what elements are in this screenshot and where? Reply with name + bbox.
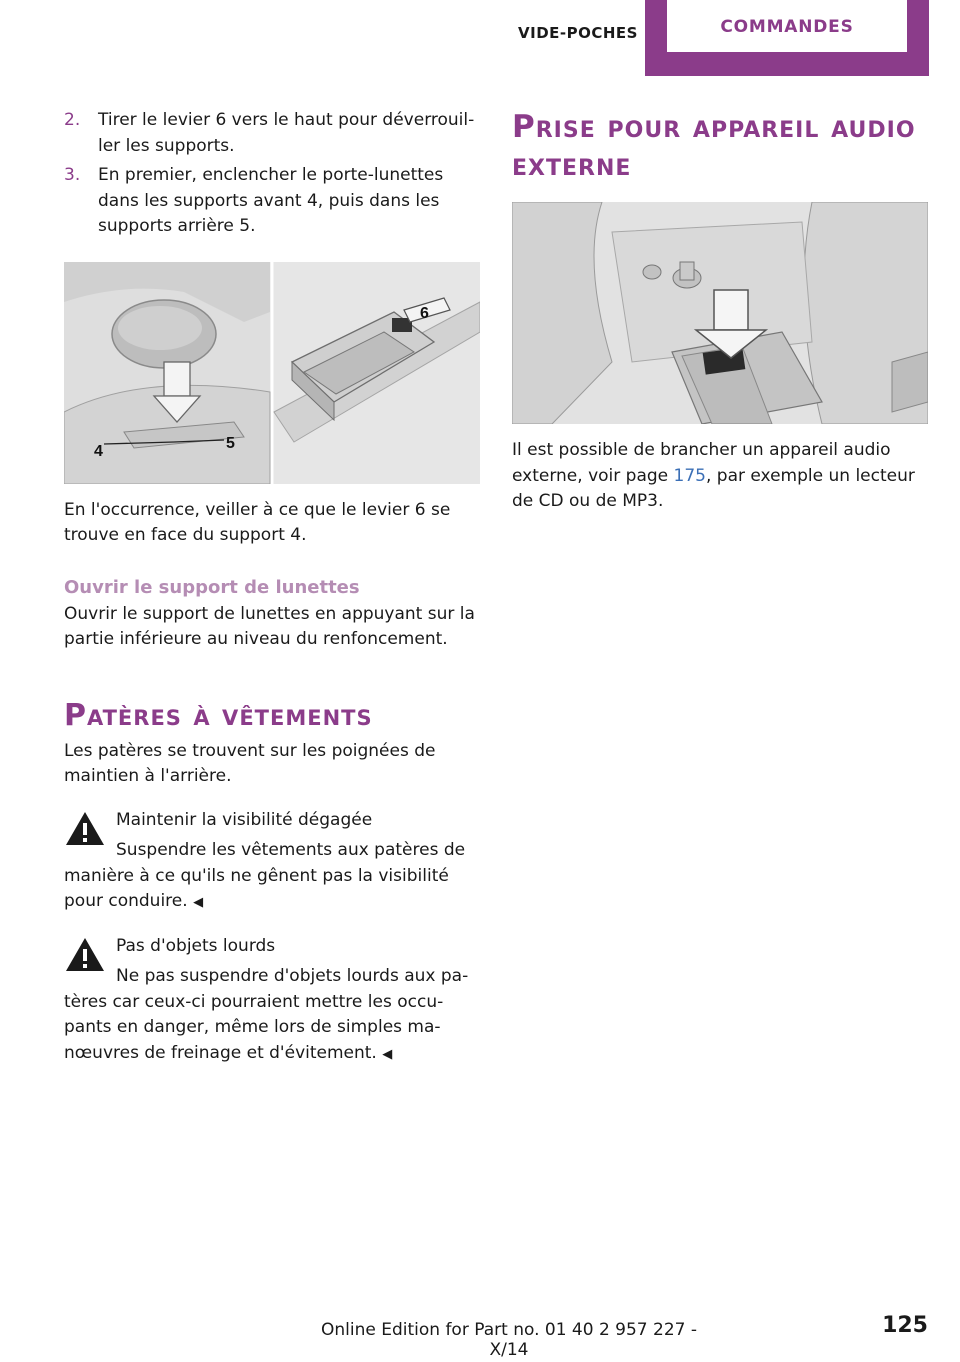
figure-caption-text: En l'occurrence, veiller à ce que le levier 6 se trouve en face du support 4. [64, 499, 451, 545]
warning-title: Maintenir la visibilité dégagée [116, 809, 373, 830]
audio-text-before: Il est possible de brancher un appareil audio externe, voir page [512, 440, 891, 486]
header-section-title: VIDE-POCHES [518, 24, 638, 42]
chapter-tab-label: COMMANDES [667, 0, 907, 52]
warning-block [64, 808, 480, 916]
warning-body-text: Ne pas suspendre d'objets lourds aux patères car ceux-ci pourraient mettre les occupants en danger, même lors de simples manœuvres de freinage et d'évitement. [64, 966, 469, 1063]
figure-label-5: 5 [226, 434, 235, 452]
footer-edition: Online Edition for Part no. 01 40 2 957 227 - X/14 [320, 1320, 698, 1360]
section-heading-coat-hooks: Patères à vêtements [64, 697, 373, 733]
page-reference-link[interactable]: 175 [673, 465, 706, 486]
chapter-tab [645, 0, 929, 76]
warning-triangle-icon [64, 810, 106, 848]
step-number: 2. [64, 110, 81, 130]
coat-hooks-text: Les patères se trouvent sur les poignées de maintien à l'arrière. [64, 740, 436, 786]
glasses-holder-figure [64, 262, 480, 484]
warning-triangle-icon [64, 936, 106, 974]
open-glasses-holder-text: Ouvrir le support de lunettes en appuyant sur la partie inférieure au niveau du renfoncement. [64, 603, 475, 649]
figure-label-6: 6 [420, 304, 429, 322]
warning-block [64, 934, 480, 1068]
subheading-open-glasses-holder: Ouvrir le support de lunettes [64, 576, 360, 598]
page-number: 125 [882, 1313, 928, 1338]
step-item [64, 163, 480, 240]
audio-socket-text [512, 438, 928, 515]
step-text: Tirer le levier 6 vers le haut pour déverrouiller les supports. [98, 110, 475, 156]
section-heading-audio-socket: Prise pour appareil audio externe [512, 109, 916, 183]
audio-text-after: , par exemple un lecteur de CD ou de MP3. [512, 465, 915, 511]
glasses-holder-illustration [64, 262, 480, 484]
warning-title: Pas d'objets lourds [116, 935, 276, 956]
end-mark-icon: ◀ [193, 895, 204, 910]
warning-body [64, 838, 480, 916]
warning-body [64, 964, 480, 1067]
step-number: 3. [64, 165, 81, 185]
figure-label-4: 4 [94, 442, 103, 460]
step-item [64, 108, 480, 159]
audio-socket-figure [512, 202, 928, 424]
left-column [64, 108, 480, 1067]
warning-body-text: Suspendre les vêtements aux patères de manière à ce qu'ils ne gênent pas la visibilité pour conduire. [64, 840, 466, 911]
end-mark-icon: ◀ [382, 1046, 393, 1062]
step-text: En premier, enclencher le porte-lunettes dans les supports avant 4, puis dans les supports arrière 5. [98, 165, 444, 236]
right-column [512, 108, 928, 515]
audio-socket-illustration [512, 202, 928, 424]
